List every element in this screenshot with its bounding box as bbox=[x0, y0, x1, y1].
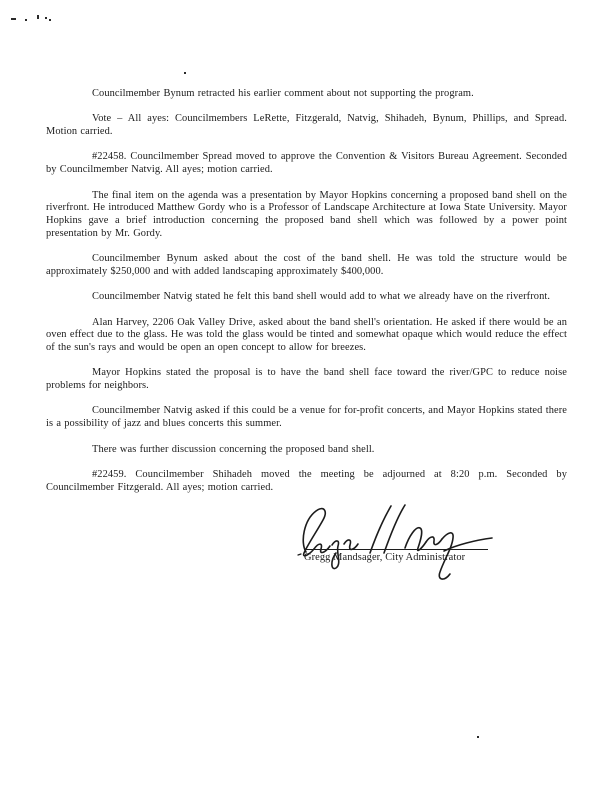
paragraph-hopkins-orientation: Mayor Hopkins stated the proposal is to have the band shell face toward the river/GPC to reduce noise problems for neighbors. bbox=[46, 367, 567, 392]
scan-artifact bbox=[477, 736, 479, 738]
scan-artifact bbox=[37, 15, 39, 19]
paragraph-vote-all-ayes: Vote – All ayes: Councilmembers LeRette, Fitzgerald, Natvig, Shihadeh, Bynum, Phillips, and Spread. Motion carried. bbox=[46, 113, 567, 138]
scan-artifact bbox=[25, 19, 27, 21]
paragraph-motion-22459-adjourn: #22459. Councilmember Shihadeh moved the meeting be adjourned at 8:20 p.m. Seconded by Councilmember Fitzgerald. All ayes; motion carried. bbox=[46, 468, 567, 493]
paragraph-natvig-concerts-question: Councilmember Natvig asked if this could be a venue for for-profit concerts, and Mayor Hopkins stated there is a possibility of jazz and blues concerts this summer. bbox=[46, 405, 567, 430]
scan-artifact bbox=[11, 18, 16, 20]
signature-scrawl bbox=[292, 498, 497, 586]
scan-artifact bbox=[184, 72, 186, 74]
scan-artifact bbox=[45, 17, 47, 19]
scan-artifact bbox=[49, 19, 51, 21]
minutes-body bbox=[46, 88, 567, 507]
signature-block bbox=[300, 498, 500, 588]
paragraph-natvig-statement: Councilmember Natvig stated he felt this band shell would add to what we already have on the riverfront. bbox=[92, 291, 551, 303]
paragraph-bynum-retraction: Councilmember Bynum retracted his earlier comment about not supporting the program. bbox=[92, 88, 474, 99]
signatory-name: Gregg Mandsager, City Administrator bbox=[304, 552, 466, 563]
paragraph-band-shell-presentation: The final item on the agenda was a presentation by Mayor Hopkins concerning a proposed band shell on the riverfront. He introduced Matthew Gordy who is a Professor of Landscape Architecture at Iowa State University. Mayor Hopkins gave a brief introduction concerning the proposed band shell which was followed by a power point presentation by Mr. Gordy. bbox=[46, 189, 567, 239]
signature-line bbox=[304, 549, 488, 550]
paragraph-motion-22458: #22458. Councilmember Spread moved to approve the Convention & Visitors Bureau Agreement. Seconded by Councilmember Natvig. All ayes; motion carried. bbox=[46, 151, 567, 176]
paragraph-alan-harvey-question: Alan Harvey, 2206 Oak Valley Drive, asked about the band shell's orientation. He asked if there would be an oven effect due to the glass. He was told the glass would be tinted and somewhat opaque which would reduce the effect of the sun's rays and would be open an open concept to allow for breezes. bbox=[46, 316, 567, 353]
paragraph-bynum-cost-question: Councilmember Bynum asked about the cost of the band shell. He was told the structure would be approximately $250,000 and with added landscaping approximately $400,000. bbox=[46, 253, 567, 277]
paragraph-further-discussion: There was further discussion concerning the proposed band shell. bbox=[92, 443, 375, 455]
